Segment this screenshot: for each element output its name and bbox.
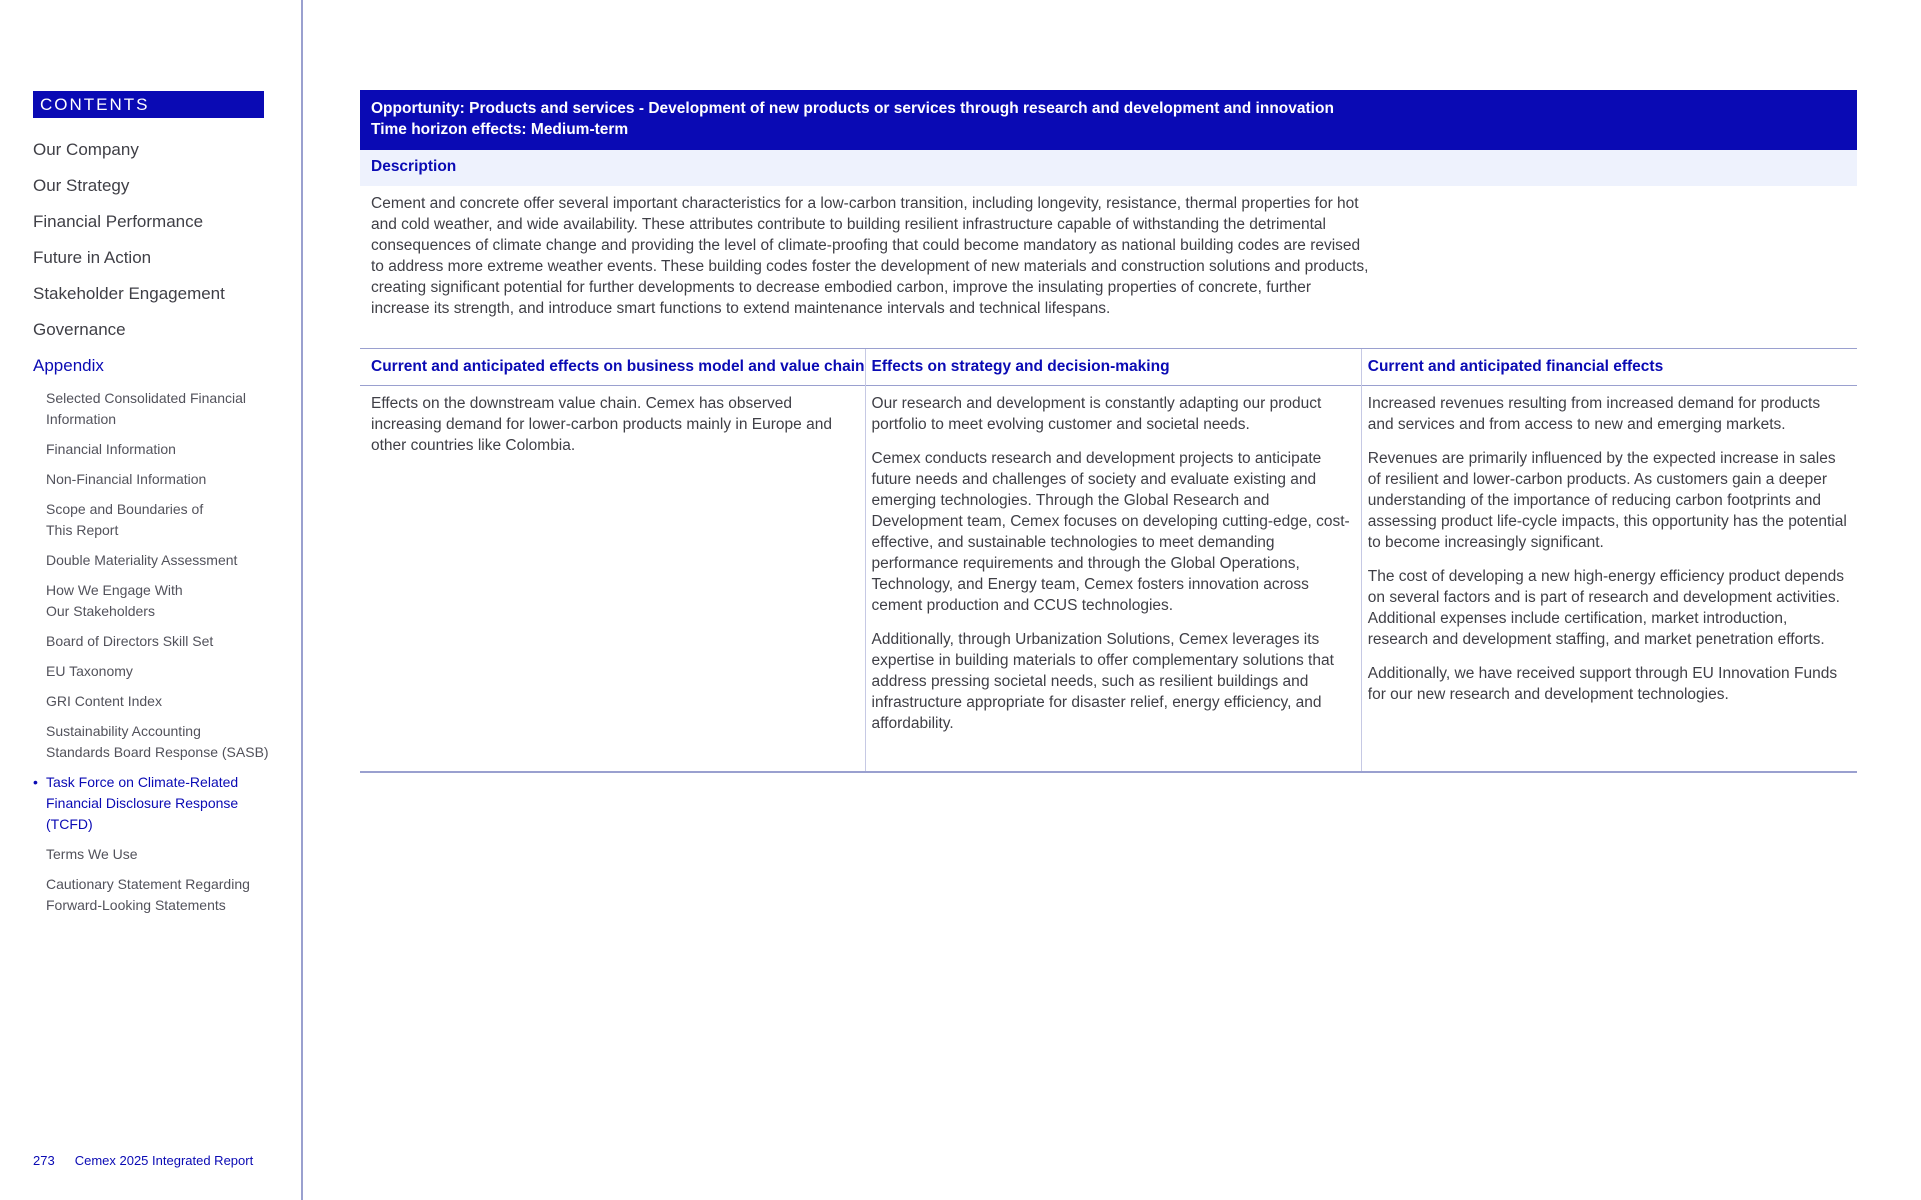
- time-horizon: Time horizon effects: Medium-term: [371, 121, 629, 138]
- subnav-label: GRI Content Index: [46, 693, 162, 709]
- nav-item-stakeholder-engagement[interactable]: Stakeholder Engagement: [33, 284, 225, 303]
- subnav-item-gri-content-index[interactable]: [46, 691, 296, 712]
- subnav-label: Task Force on Climate-Related Financial Disclosure Response (TCFD): [46, 774, 239, 832]
- paragraph: Increased revenues resulting from increased demand for products and services and from access to new and emerging markets.: [1367, 395, 1821, 433]
- subnav-item-non-financial-information[interactable]: [46, 469, 296, 490]
- nav-item-our-strategy[interactable]: Our Strategy: [33, 176, 130, 195]
- subnav-label: Sustainability Accounting Standards Board Response (SASB): [46, 723, 269, 760]
- subnav-label: Non-Financial Information: [46, 471, 207, 487]
- strategy-column: [865, 349, 1361, 771]
- paragraph: The cost of developing a new high-energy efficiency product depends on several factors and is part of research and development activities. Additional expenses include certification, market introduction, research and development staffing, and market penetration efforts.: [1367, 568, 1844, 648]
- description-text: Cement and concrete offer several important characteristics for a low-carbon transition, including longevity, resistance, thermal properties for hot and cold weather, and wide availability. These attributes contribute to building resilient infrastructure capable of withstanding the detrimental consequences of climate change and providing the level of climate-proofing that could become mandatory as national building codes are revised to address more extreme weather events. These building codes foster the development of new materials and construction solutions and products, creating significant potential for further developments to decrease embodied carbon, improve the insulating properties of concrete, further increase its strength, and introduce smart functions to extend maintenance intervals and technical lifespans.: [371, 195, 1369, 317]
- subnav-item-double-materiality[interactable]: [46, 550, 296, 571]
- subnav-label: Board of Directors Skill Set: [46, 633, 214, 649]
- description-heading: Description: [360, 150, 1857, 186]
- nav-item-our-company[interactable]: Our Company: [33, 140, 139, 159]
- column-body: [1362, 386, 1857, 742]
- page-footer: [33, 1153, 253, 1168]
- subnav-item-selected-consolidated-financial[interactable]: [46, 388, 296, 430]
- contents-tab[interactable]: CONTENTS: [33, 91, 264, 118]
- nav-item-governance[interactable]: Governance: [33, 320, 126, 339]
- subnav-item-scope-and-boundaries[interactable]: [46, 499, 296, 541]
- paragraph: Our research and development is constantly adapting our product portfolio to meet evolving customer and societal needs.: [871, 395, 1322, 433]
- subnav-item-board-skill-set[interactable]: [46, 631, 296, 652]
- paragraph: Additionally, we have received support through EU Innovation Funds for our new research and development technologies.: [1367, 665, 1838, 703]
- main-nav: [33, 138, 293, 390]
- business-model-column: [360, 349, 865, 771]
- subnav-label: Selected Consolidated Financial Information: [46, 390, 247, 427]
- paragraph: Cemex conducts research and development projects to anticipate future needs and challenges of society and evaluate existing and emerging technologies. Through the Global Research and Development team, Cemex focuses on developing cutting-edge, cost-effective, and sustainable technologies to meet demanding performance requirements and through the Global Operations, Technology, and Energy team, Cemex fosters innovation across cement production and CCUS technologies.: [871, 450, 1350, 614]
- subnav-item-how-we-engage[interactable]: [46, 580, 296, 622]
- nav-item-appendix[interactable]: Appendix: [33, 356, 104, 375]
- opportunity-header: [360, 90, 1857, 150]
- subnav-item-sasb[interactable]: [46, 721, 296, 763]
- subnav-label: Cautionary Statement Regarding Forward-Looking Statements: [46, 876, 250, 913]
- financial-column: [1361, 349, 1857, 771]
- subnav-label: Scope and Boundaries of This Report: [46, 501, 204, 538]
- subnav-label: Financial Information: [46, 441, 176, 457]
- nav-item-future-in-action[interactable]: Future in Action: [33, 248, 152, 267]
- paragraph: Revenues are primarily influenced by the expected increase in sales of resilient and lower-carbon products. As customers gain a deeper understanding of the importance of reducing carbon footprints and assessing product life-cycle impacts, this opportunity has the potential to become increasingly significant.: [1367, 450, 1847, 551]
- subnav-item-cautionary-statement[interactable]: [46, 874, 296, 916]
- page-number: 273: [33, 1153, 55, 1168]
- subnav-item-terms-we-use[interactable]: [46, 844, 296, 865]
- subnav-label: How We Engage With Our Stakeholders: [46, 582, 183, 619]
- subnav-label: Terms We Use: [46, 846, 138, 862]
- column-body: [360, 386, 865, 726]
- column-heading: Effects on strategy and decision-making: [866, 349, 1361, 386]
- paragraph: Effects on the downstream value chain. Cemex has observed increasing demand for lower-carbon products mainly in Europe and other countries like Colombia.: [371, 395, 832, 454]
- main-content: [360, 90, 1857, 773]
- appendix-subnav: [33, 388, 296, 925]
- effects-table: [360, 348, 1857, 773]
- column-heading: Current and anticipated effects on business model and value chain: [360, 349, 865, 386]
- subnav-item-eu-taxonomy[interactable]: [46, 661, 296, 682]
- nav-item-financial-performance[interactable]: Financial Performance: [33, 212, 204, 231]
- paragraph: Additionally, through Urbanization Solutions, Cemex leverages its expertise in building materials to offer complementary solutions that address pressing societal needs, such as resilient buildings and infrastructure appropriate for disaster relief, energy efficiency, and affordability.: [871, 631, 1334, 732]
- column-heading: Current and anticipated financial effects: [1362, 349, 1857, 386]
- subnav-item-tcfd[interactable]: [33, 772, 296, 835]
- column-body: [866, 386, 1361, 771]
- subnav-label: EU Taxonomy: [46, 663, 133, 679]
- subnav-label: Double Materiality Assessment: [46, 552, 238, 568]
- report-title: Cemex 2025 Integrated Report: [74, 1153, 254, 1168]
- subnav-item-financial-information[interactable]: [46, 439, 296, 460]
- sidebar: [0, 0, 303, 1200]
- opportunity-title: Opportunity: Products and services - Development of new products or services through research and development and innovation: [371, 100, 1334, 117]
- active-bullet-icon: •: [33, 774, 38, 790]
